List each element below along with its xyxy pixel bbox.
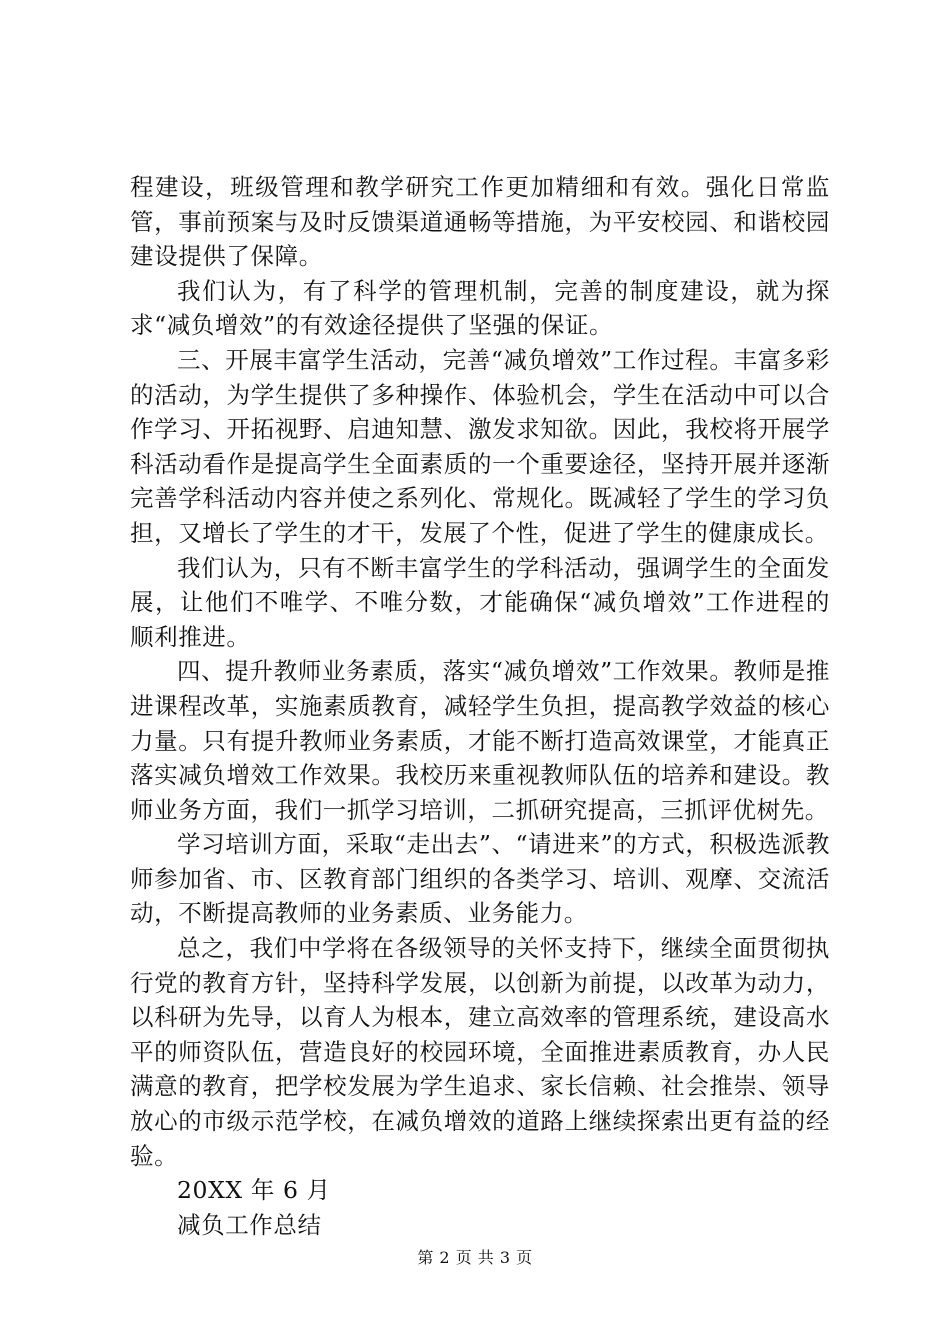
paragraph-continuation: 程建设，班级管理和教学研究工作更加精细和有效。强化日常监管，事前预案与及时反馈渠道通畅等措施，为平安校园、和谐校园建设提供了保障。 [130, 173, 830, 271]
document-body [130, 170, 830, 1242]
paragraph-activities-conclusion: 我们认为，只有不断丰富学生的学科活动，强调学生的全面发展，让他们不唯学、不唯分数，才能确保“减负增效”工作进程的顺利推进。 [130, 553, 830, 651]
page-footer: 第 2 页 共 3 页 [417, 1248, 533, 1267]
paragraph-section-three: 三、开展丰富学生活动，完善“减负增效”工作过程。丰富多彩的活动，为学生提供了多种操作、体验机会，学生在活动中可以合作学习、开拓视野、启迪知慧、激发求知欲。因此，我校将开展学科活动看作是提高学生全面素质的一个重要途径，坚持开展并逐渐完善学科活动内容并使之系列化、常规化。既减轻了学生的学习负担，又增长了学生的才干，发展了个性，促进了学生的健康成长。 [130, 345, 830, 547]
paragraph-summary: 总之，我们中学将在各级领导的关怀支持下，继续全面贯彻执行党的教育方针，坚持科学发展，以创新为前提，以改革为动力，以科研为先导，以育人为根本，建立高效率的管理系统，建设高水平的师资队伍，营造良好的校园环境，全面推进素质教育，办人民满意的教育，把学校发展为学生追求、家长信赖、社会推崇、领导放心的市级示范学校，在减负增效的道路上继续探索出更有益的经验。 [130, 934, 830, 1170]
paragraph-training: 学习培训方面，采取“走出去”、“请进来”的方式，积极选派教师参加省、市、区教育部门组织的各类学习、培训、观摩、交流活动，不断提高教师的业务素质、业务能力。 [130, 830, 830, 928]
document-title-trailer: 减负工作总结 [177, 1210, 322, 1239]
paragraph-section-four: 四、提升教师业务素质，落实“减负增效”工作效果。教师是推进课程改革，实施素质教育，减轻学生负担，提高教学效益的核心力量。只有提升教师业务素质，才能不断打造高效课堂，才能真正落实减负增效工作效果。我校历来重视教师队伍的培养和建设。教师业务方面，我们一抓学习培训，二抓研究提高，三抓评优树先。 [130, 657, 830, 824]
paragraph-management-conclusion: 我们认为，有了科学的管理机制，完善的制度建设，就为探求“减负增效”的有效途径提供了坚强的保证。 [130, 276, 830, 340]
document-date: 20XX 年 6 月 [177, 1176, 331, 1205]
